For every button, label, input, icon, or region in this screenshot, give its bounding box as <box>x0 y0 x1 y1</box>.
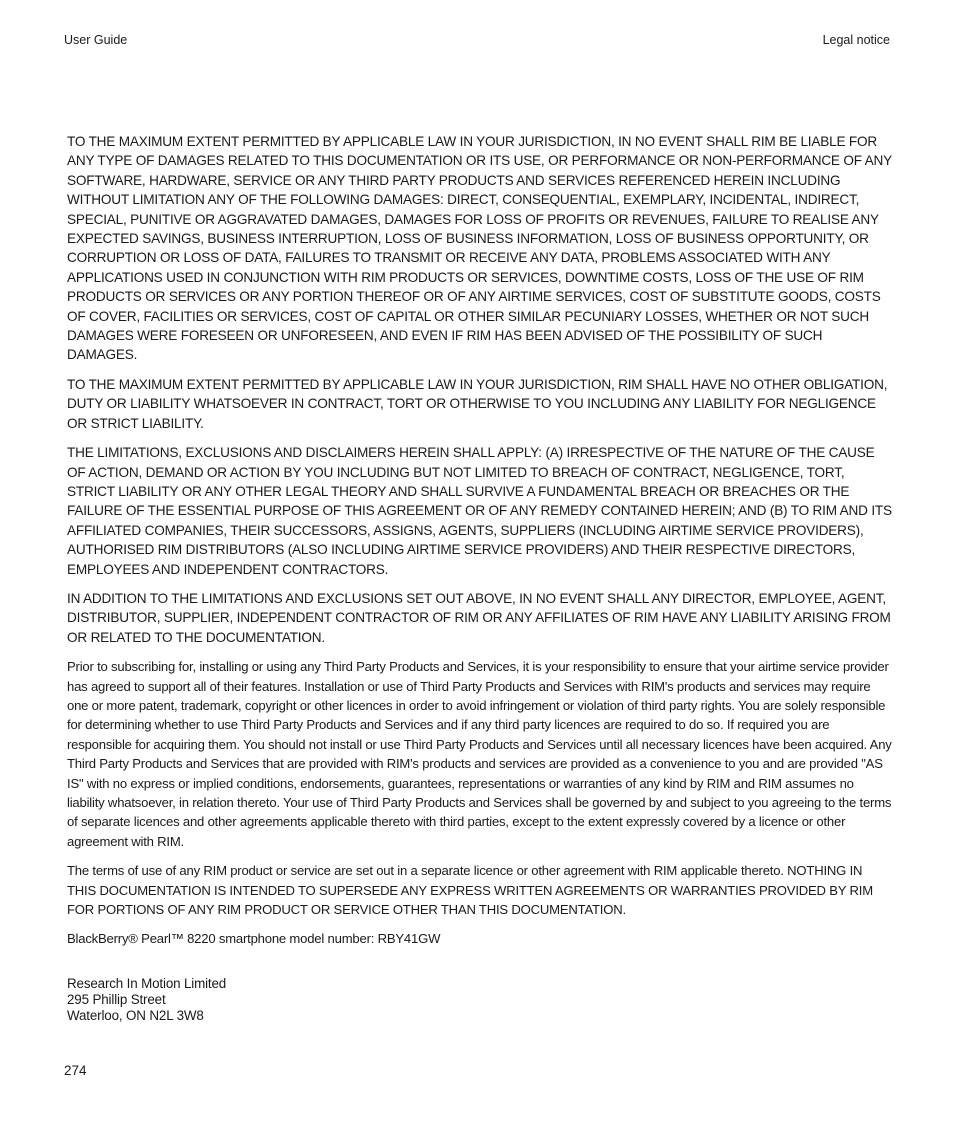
company-address <box>67 976 893 1024</box>
address-company-name: Research In Motion Limited <box>67 975 227 991</box>
running-header-section: Legal notice <box>822 33 890 47</box>
third-party-products-paragraph: Prior to subscribing for, installing or using any Third Party Products and Services, it is your responsibility to ensure that your airtime service provider has agreed to support all of their features. Installation or use of Third Party Products and Services with RIM's products and services may require one or more patent, trademark, copyright or other licences in order to avoid infringement or violation of third party rights. You are solely responsible for determining whether to use Third Party Products and Services and if any third party licences are required to do so. If required you are responsible for acquiring them. You should not install or use Third Party Products and Services until all necessary licences have been acquired. Any Third Party Products and Services that are provided with RIM's products and services are provided as a convenience to you and are provided "AS IS" with no express or implied conditions, endorsements, guarantees, representations or warranties of any kind by RIM and RIM assumes no liability whatsoever, in relation thereto. Your use of Third Party Products and Services shall be governed by and subject to you agreeing to the terms of separate licences and other agreements applicable thereto with third parties, except to the extent expressly covered by a licence or other agreement with RIM. <box>67 659 892 849</box>
address-street: 295 Phillip Street <box>67 991 166 1007</box>
liability-damages-paragraph: TO THE MAXIMUM EXTENT PERMITTED BY APPLICABLE LAW IN YOUR JURISDICTION, IN NO EVENT SHALL RIM BE LIABLE FOR ANY TYPE OF DAMAGES RELATED TO THIS DOCUMENTATION OR ITS USE, OR PERFORMANCE OR NON-PERFORMANCE OF ANY SOFTWARE, HARDWARE, SERVICE OR ANY THIRD PARTY PRODUCTS AND SERVICES REFERENCED HEREIN INCLUDING WITHOUT LIMITATION ANY OF THE FOLLOWING DAMAGES: DIRECT, CONSEQUENTIAL, EXEMPLARY, INCIDENTAL, INDIRECT, SPECIAL, PUNITIVE OR AGGRAVATED DAMAGES, DAMAGES FOR LOSS OF PROFITS OR REVENUES, FAILURE TO REALISE ANY EXPECTED SAVINGS, BUSINESS INTERRUPTION, LOSS OF BUSINESS INFORMATION, LOSS OF BUSINESS OPPORTUNITY, OR CORRUPTION OR LOSS OF DATA, FAILURES TO TRANSMIT OR RECEIVE ANY DATA, PROBLEMS ASSOCIATED WITH ANY APPLICATIONS USED IN CONJUNCTION WITH RIM PRODUCTS OR SERVICES, DOWNTIME COSTS, LOSS OF THE USE OF RIM PRODUCTS OR SERVICES OR ANY PORTION THEREOF OR OF ANY AIRTIME SERVICES, COST OF SUBSTITUTE GOODS, COSTS OF COVER, FACILITIES OR SERVICES, COST OF CAPITAL OR OTHER SIMILAR PECUNIARY LOSSES, WHETHER OR NOT SUCH DAMAGES WERE FORESEEN OR UNFORESEEN, AND EVEN IF RIM HAS BEEN ADVISED OF THE POSSIBILITY OF SUCH DAMAGES. <box>67 134 892 363</box>
address-city: Waterloo, ON N2L 3W8 <box>67 1007 204 1023</box>
no-other-obligation-paragraph: TO THE MAXIMUM EXTENT PERMITTED BY APPLICABLE LAW IN YOUR JURISDICTION, RIM SHALL HAVE NO OTHER OBLIGATION, DUTY OR LIABILITY WHATSOEVER IN CONTRACT, TORT OR OTHERWISE TO YOU INCLUDING ANY LIABILITY FOR NEGLIGENCE OR STRICT LIABILITY. <box>67 376 888 431</box>
limitations-apply-paragraph: THE LIMITATIONS, EXCLUSIONS AND DISCLAIMERS HEREIN SHALL APPLY: (A) IRRESPECTIVE OF THE NATURE OF THE CAUSE OF ACTION, DEMAND OR ACTION BY YOU INCLUDING BUT NOT LIMITED TO BREACH OF CONTRACT, NEGLIGENCE, TORT, STRICT LIABILITY OR ANY OTHER LEGAL THEORY AND SHALL SURVIVE A FUNDAMENTAL BREACH OR BREACHES OR THE FAILURE OF THE ESSENTIAL PURPOSE OF THIS AGREEMENT OR OF ANY REMEDY CONTAINED HEREIN; AND (B) TO RIM AND ITS AFFILIATED COMPANIES, THEIR SUCCESSORS, ASSIGNS, AGENTS, SUPPLIERS (INCLUDING AIRTIME SERVICE PROVIDERS), AUTHORISED RIM DISTRIBUTORS (ALSO INCLUDING AIRTIME SERVICE PROVIDERS) AND THEIR RESPECTIVE DIRECTORS, EMPLOYEES AND INDEPENDENT CONTRACTORS. <box>67 445 892 577</box>
model-number-line: BlackBerry® Pearl™ 8220 smartphone model number: RBY41GW <box>67 931 441 947</box>
additional-limitations-paragraph: IN ADDITION TO THE LIMITATIONS AND EXCLUSIONS SET OUT ABOVE, IN NO EVENT SHALL ANY DIRECTOR, EMPLOYEE, AGENT, DISTRIBUTOR, SUPPLIER, INDEPENDENT CONTRACTOR OF RIM OR ANY AFFILIATES OF RIM HAVE ANY LIABILITY ARISING FROM OR RELATED TO THE DOCUMENTATION. <box>67 590 891 645</box>
terms-of-use-paragraph: The terms of use of any RIM product or service are set out in a separate licence or other agreement with RIM applicable thereto. NOTHING IN THIS DOCUMENTATION IS INTENDED TO SUPERSEDE ANY EXPRESS WRITTEN AGREEMENTS OR WARRANTIES PROVIDED BY RIM FOR PORTIONS OF ANY RIM PRODUCT OR SERVICE OTHER THAN THIS DOCUMENTATION. <box>67 863 873 918</box>
legal-notice-body <box>67 132 893 1024</box>
running-header-title: User Guide <box>64 33 128 47</box>
page-number: 274 <box>64 1063 87 1078</box>
